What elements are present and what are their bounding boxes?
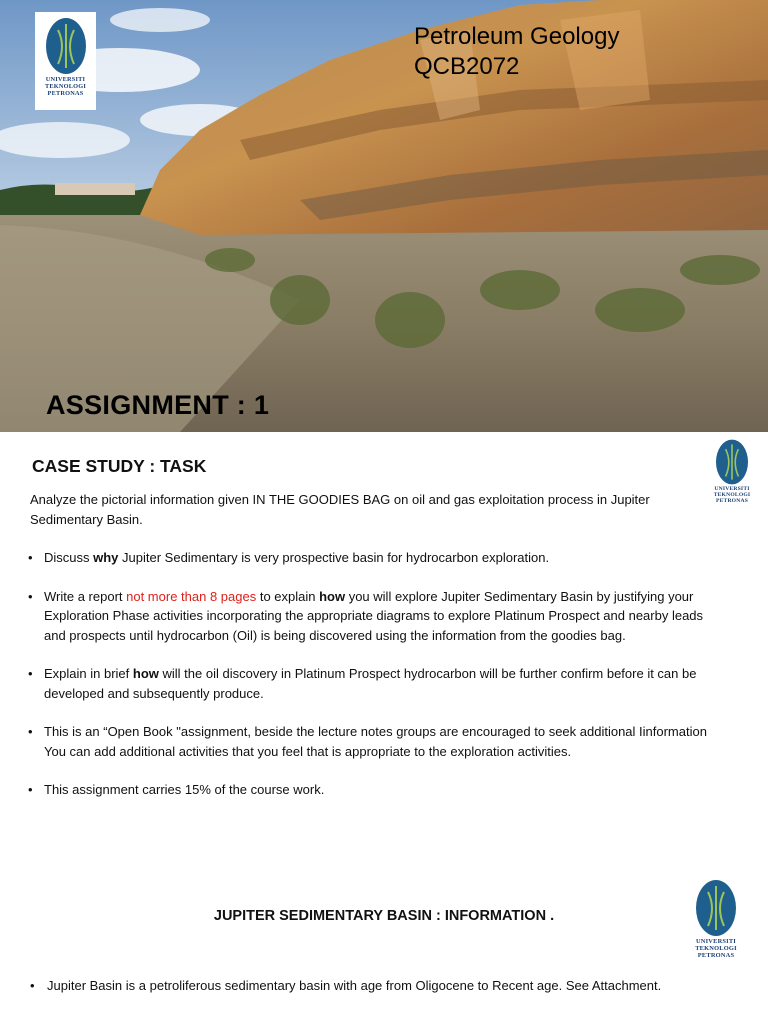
utp-logo-small: [688, 878, 744, 974]
logo-text-1: UNIVERSITI: [714, 486, 750, 492]
logo-text-2: TEKNOLOGI: [713, 492, 751, 499]
basin-info-slide: [0, 868, 768, 1024]
logo-text-2: TEKNOLOGI: [695, 945, 737, 952]
course-code: QCB2072: [414, 53, 520, 80]
task-item-discuss: • Discuss why Jupiter Sedimentary is very prospective basin for hydrocarbon exploration.: [26, 548, 726, 568]
case-study-intro: Analyze the pictorial information given IN THE GOODIES BAG on oil and gas exploitation process in Jupiter Sedimentary Basin.: [30, 492, 650, 527]
cover-slide: [0, 0, 768, 432]
task-list: [26, 548, 726, 819]
utp-logo: [35, 12, 96, 110]
basin-info-list: [28, 976, 728, 996]
course-title: [414, 22, 619, 82]
course-name: Petroleum Geology: [414, 23, 620, 50]
page-limit: not more than 8 pages: [126, 588, 257, 604]
case-study-heading: CASE STUDY : TASK: [32, 456, 207, 476]
assignment-title: ASSIGNMENT : 1: [46, 390, 270, 420]
utp-emblem-icon: [44, 16, 88, 76]
task-item-weight: • This assignment carries 15% of the course work.: [26, 780, 726, 800]
task-item-explain: • Explain in brief how will the oil discovery in Platinum Prospect hydrocarbon will be further confirm before it can be developed and subsequently produce.: [26, 664, 726, 703]
logo-text-3: PETRONAS: [47, 90, 84, 97]
utp-emblem-icon: [693, 878, 739, 938]
task-item-report: • Write a report not more than 8 pages to explain how you will explore Jupiter Sedimentary Basin by justifying your Exploration Phase activities incorporating the appropriate diagrams to explore Platinum Prospect and nearby leads and prospects until hydrocarbon (Oil) is being discovered using the information from the goodies bag.: [26, 587, 726, 646]
basin-info-item: • Jupiter Basin is a petroliferous sedimentary basin with age from Oligocene to Recent age. See Attachment.: [28, 976, 728, 996]
basin-info-heading: JUPITER SEDIMENTARY BASIN : INFORMATION .: [213, 908, 555, 924]
outcrop-photo: [0, 0, 768, 432]
logo-text-3: PETRONAS: [697, 952, 735, 959]
logo-text-1: UNIVERSITI: [695, 938, 736, 945]
case-study-slide: [0, 432, 768, 842]
utp-emblem-icon: [714, 438, 750, 486]
task-item-open-book: • This is an “Open Book "assignment, beside the lecture notes groups are encouraged to seek additional Iinformation You can add additional activities that you feel that is appropriate to the exploration activities.: [26, 722, 726, 761]
logo-text-2: TEKNOLOGI: [45, 83, 86, 90]
logo-text-1: UNIVERSITI: [45, 76, 86, 83]
logo-text-3: PETRONAS: [715, 498, 749, 505]
